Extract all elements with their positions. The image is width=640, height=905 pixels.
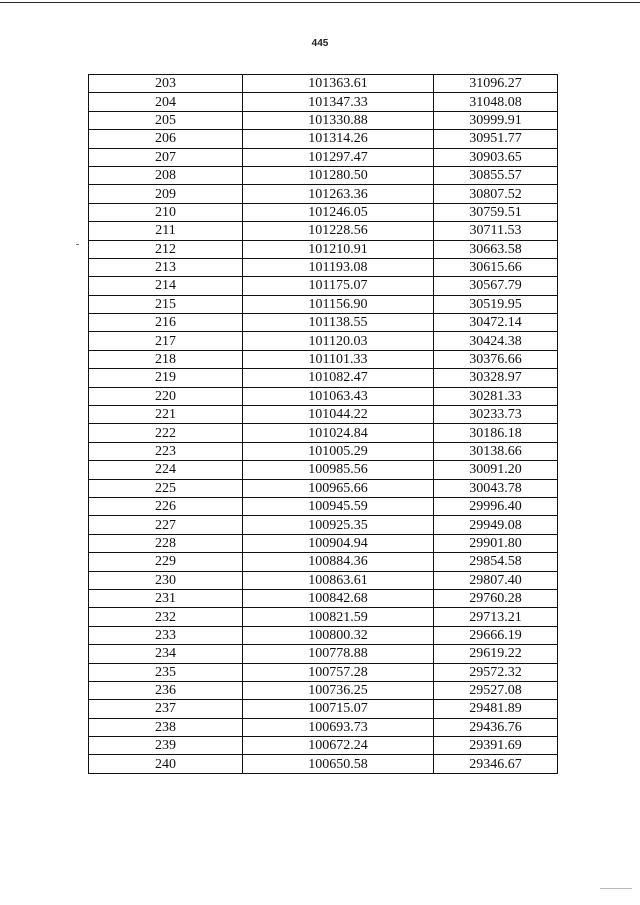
table-row xyxy=(89,589,558,607)
y-value-cell: 30138.66 xyxy=(434,442,558,460)
row-number-cell: 238 xyxy=(89,718,243,736)
table-row xyxy=(89,332,558,350)
x-value-cell: 100693.73 xyxy=(243,718,434,736)
row-number-cell: 237 xyxy=(89,700,243,718)
row-number-cell: 217 xyxy=(89,332,243,350)
x-value-cell: 101297.47 xyxy=(243,148,434,166)
row-number-cell: 222 xyxy=(89,424,243,442)
row-number-cell: 211 xyxy=(89,222,243,240)
row-number-cell: 230 xyxy=(89,571,243,589)
y-value-cell: 30186.18 xyxy=(434,424,558,442)
y-value-cell: 29854.58 xyxy=(434,553,558,571)
data-table xyxy=(88,74,558,774)
y-value-cell: 30903.65 xyxy=(434,148,558,166)
row-number-cell: 227 xyxy=(89,516,243,534)
x-value-cell: 101347.33 xyxy=(243,93,434,111)
x-value-cell: 101210.91 xyxy=(243,240,434,258)
y-value-cell: 29619.22 xyxy=(434,645,558,663)
table-row xyxy=(89,663,558,681)
x-value-cell: 101024.84 xyxy=(243,424,434,442)
y-value-cell: 29436.76 xyxy=(434,718,558,736)
table-row xyxy=(89,718,558,736)
row-number-cell: 224 xyxy=(89,461,243,479)
y-value-cell: 30328.97 xyxy=(434,369,558,387)
x-value-cell: 100778.88 xyxy=(243,645,434,663)
table-row xyxy=(89,645,558,663)
row-number-cell: 228 xyxy=(89,534,243,552)
x-value-cell: 100904.94 xyxy=(243,534,434,552)
x-value-cell: 101156.90 xyxy=(243,295,434,313)
y-value-cell: 29996.40 xyxy=(434,497,558,515)
y-value-cell: 30424.38 xyxy=(434,332,558,350)
y-value-cell: 30615.66 xyxy=(434,258,558,276)
table-row xyxy=(89,681,558,699)
x-value-cell: 100757.28 xyxy=(243,663,434,681)
table-row xyxy=(89,608,558,626)
top-rule xyxy=(0,2,640,3)
y-value-cell: 29666.19 xyxy=(434,626,558,644)
row-number-cell: 204 xyxy=(89,93,243,111)
y-value-cell: 30091.20 xyxy=(434,461,558,479)
y-value-cell: 30999.91 xyxy=(434,111,558,129)
y-value-cell: 30663.58 xyxy=(434,240,558,258)
y-value-cell: 29346.67 xyxy=(434,755,558,773)
x-value-cell: 101138.55 xyxy=(243,314,434,332)
margin-tick xyxy=(76,244,79,245)
row-number-cell: 207 xyxy=(89,148,243,166)
table-row xyxy=(89,461,558,479)
x-value-cell: 101228.56 xyxy=(243,222,434,240)
y-value-cell: 30951.77 xyxy=(434,130,558,148)
row-number-cell: 223 xyxy=(89,442,243,460)
x-value-cell: 100985.56 xyxy=(243,461,434,479)
table-row xyxy=(89,571,558,589)
table-row xyxy=(89,203,558,221)
x-value-cell: 101314.26 xyxy=(243,130,434,148)
row-number-cell: 226 xyxy=(89,497,243,515)
row-number-cell: 234 xyxy=(89,645,243,663)
y-value-cell: 30855.57 xyxy=(434,166,558,184)
row-number-cell: 215 xyxy=(89,295,243,313)
y-value-cell: 30472.14 xyxy=(434,314,558,332)
x-value-cell: 100965.66 xyxy=(243,479,434,497)
y-value-cell: 29572.32 xyxy=(434,663,558,681)
table-row xyxy=(89,93,558,111)
row-number-cell: 209 xyxy=(89,185,243,203)
x-value-cell: 101063.43 xyxy=(243,387,434,405)
x-value-cell: 100736.25 xyxy=(243,681,434,699)
x-value-cell: 100672.24 xyxy=(243,737,434,755)
table-row xyxy=(89,222,558,240)
y-value-cell: 31048.08 xyxy=(434,93,558,111)
y-value-cell: 29481.89 xyxy=(434,700,558,718)
row-number-cell: 231 xyxy=(89,589,243,607)
x-value-cell: 101330.88 xyxy=(243,111,434,129)
table-row xyxy=(89,442,558,460)
table-row xyxy=(89,626,558,644)
table-row xyxy=(89,406,558,424)
table-row xyxy=(89,148,558,166)
row-number-cell: 229 xyxy=(89,553,243,571)
y-value-cell: 29901.80 xyxy=(434,534,558,552)
row-number-cell: 232 xyxy=(89,608,243,626)
y-value-cell: 30711.53 xyxy=(434,222,558,240)
x-value-cell: 101193.08 xyxy=(243,258,434,276)
y-value-cell: 30567.79 xyxy=(434,277,558,295)
y-value-cell: 30043.78 xyxy=(434,479,558,497)
y-value-cell: 30376.66 xyxy=(434,350,558,368)
x-value-cell: 100925.35 xyxy=(243,516,434,534)
table-body xyxy=(89,75,558,774)
row-number-cell: 220 xyxy=(89,387,243,405)
y-value-cell: 30759.51 xyxy=(434,203,558,221)
table-row xyxy=(89,185,558,203)
table-row xyxy=(89,111,558,129)
row-number-cell: 218 xyxy=(89,350,243,368)
table-row xyxy=(89,166,558,184)
y-value-cell: 30233.73 xyxy=(434,406,558,424)
table-row xyxy=(89,295,558,313)
x-value-cell: 101082.47 xyxy=(243,369,434,387)
table-row xyxy=(89,277,558,295)
x-value-cell: 101044.22 xyxy=(243,406,434,424)
table-row xyxy=(89,737,558,755)
row-number-cell: 236 xyxy=(89,681,243,699)
table-row xyxy=(89,130,558,148)
row-number-cell: 213 xyxy=(89,258,243,276)
x-value-cell: 101175.07 xyxy=(243,277,434,295)
y-value-cell: 31096.27 xyxy=(434,75,558,93)
x-value-cell: 101120.03 xyxy=(243,332,434,350)
y-value-cell: 29713.21 xyxy=(434,608,558,626)
x-value-cell: 101246.05 xyxy=(243,203,434,221)
row-number-cell: 225 xyxy=(89,479,243,497)
x-value-cell: 100650.58 xyxy=(243,755,434,773)
table-row xyxy=(89,350,558,368)
bottom-mark xyxy=(600,888,632,889)
x-value-cell: 100715.07 xyxy=(243,700,434,718)
table-row xyxy=(89,553,558,571)
x-value-cell: 101005.29 xyxy=(243,442,434,460)
y-value-cell: 29760.28 xyxy=(434,589,558,607)
table-row xyxy=(89,479,558,497)
table-row xyxy=(89,369,558,387)
row-number-cell: 208 xyxy=(89,166,243,184)
row-number-cell: 216 xyxy=(89,314,243,332)
x-value-cell: 100884.36 xyxy=(243,553,434,571)
x-value-cell: 100945.59 xyxy=(243,497,434,515)
table-row xyxy=(89,387,558,405)
row-number-cell: 235 xyxy=(89,663,243,681)
row-number-cell: 206 xyxy=(89,130,243,148)
x-value-cell: 101101.33 xyxy=(243,350,434,368)
y-value-cell: 29391.69 xyxy=(434,737,558,755)
x-value-cell: 100800.32 xyxy=(243,626,434,644)
row-number-cell: 239 xyxy=(89,737,243,755)
row-number-cell: 203 xyxy=(89,75,243,93)
row-number-cell: 210 xyxy=(89,203,243,221)
table-row xyxy=(89,516,558,534)
y-value-cell: 29807.40 xyxy=(434,571,558,589)
table-row xyxy=(89,497,558,515)
table-row xyxy=(89,534,558,552)
y-value-cell: 30807.52 xyxy=(434,185,558,203)
row-number-cell: 233 xyxy=(89,626,243,644)
row-number-cell: 221 xyxy=(89,406,243,424)
table-row xyxy=(89,75,558,93)
x-value-cell: 101363.61 xyxy=(243,75,434,93)
x-value-cell: 100863.61 xyxy=(243,571,434,589)
y-value-cell: 29949.08 xyxy=(434,516,558,534)
x-value-cell: 100821.59 xyxy=(243,608,434,626)
page-number: 445 xyxy=(311,38,329,49)
y-value-cell: 30519.95 xyxy=(434,295,558,313)
row-number-cell: 219 xyxy=(89,369,243,387)
row-number-cell: 214 xyxy=(89,277,243,295)
table-row xyxy=(89,258,558,276)
table-row xyxy=(89,700,558,718)
x-value-cell: 100842.68 xyxy=(243,589,434,607)
row-number-cell: 240 xyxy=(89,755,243,773)
x-value-cell: 101263.36 xyxy=(243,185,434,203)
table-row xyxy=(89,755,558,773)
row-number-cell: 205 xyxy=(89,111,243,129)
x-value-cell: 101280.50 xyxy=(243,166,434,184)
table-row xyxy=(89,314,558,332)
y-value-cell: 30281.33 xyxy=(434,387,558,405)
table-row xyxy=(89,424,558,442)
row-number-cell: 212 xyxy=(89,240,243,258)
table-row xyxy=(89,240,558,258)
y-value-cell: 29527.08 xyxy=(434,681,558,699)
